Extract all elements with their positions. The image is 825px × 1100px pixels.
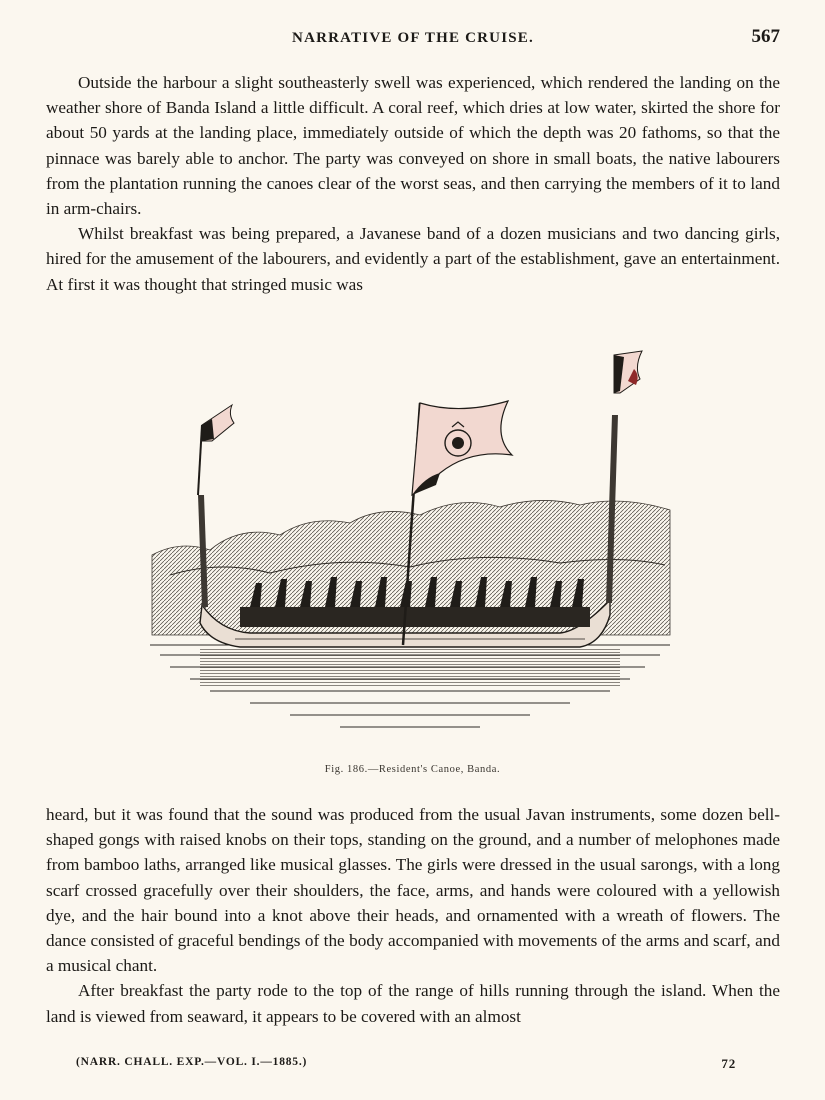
page-footer	[76, 1056, 736, 1076]
paragraph-music: heard, but it was found that the sound was produced from the usual Javan instruments, some dozen bell-shaped gongs with raised knobs on their tops, standing on the ground, and a number of melophones made from bamboo laths, arranged like musical glasses. The girls were dressed in the usual sarongs, with a long scarf crossed gracefully over their shoulders, the face, arms, and hands were coloured with a yellowish dye, and the hair bound into a knot above their heads, and ornamented with a wreath of flowers. The dance consisted of graceful bendings of the body accompanied with movements of the arms and scarf, and a musical chant.	[46, 805, 780, 976]
text-block-top	[46, 70, 780, 297]
signature-mark: (NARR. CHALL. EXP.—VOL. I.—1885.)	[76, 1056, 308, 1068]
paragraph-hills: After breakfast the party rode to the top of the range of hills running through the island. When the land is viewed from seaward, it appears to be covered with an almost	[46, 981, 780, 1026]
figure-caption: Fig. 186.—Resident's Canoe, Banda.	[324, 764, 501, 775]
canoe-engraving	[140, 345, 680, 755]
paragraph-landing: Outside the harbour a slight southeasterly swell was experienced, which rendered the landing on the weather shore of Banda Island a little difficult. A coral reef, which dries at low water, skirted the shore for about 50 yards at the landing place, immediately outside of which the depth was 20 fathoms, so that the pinnace was barely able to anchor. The party was conveyed on shore in small boats, the native labourers from the plantation running the canoes clear of the worst seas, and then carrying the members of it to land in arm-chairs.	[46, 73, 780, 219]
sheet-number: 72	[721, 1056, 736, 1071]
text-block-bottom	[46, 802, 780, 1029]
page-number: 567	[751, 26, 780, 47]
running-head: NARRATIVE OF THE CRUISE.	[292, 30, 534, 46]
page-header	[46, 26, 780, 54]
figure-canoe-illustration	[140, 345, 680, 765]
paragraph-breakfast: Whilst breakfast was being prepared, a Javanese band of a dozen musicians and two dancing girls, hired for the amusement of the labourers, and evidently a part of the establishment, gave an entertainment. At first it was thought that stringed music was	[46, 224, 780, 294]
